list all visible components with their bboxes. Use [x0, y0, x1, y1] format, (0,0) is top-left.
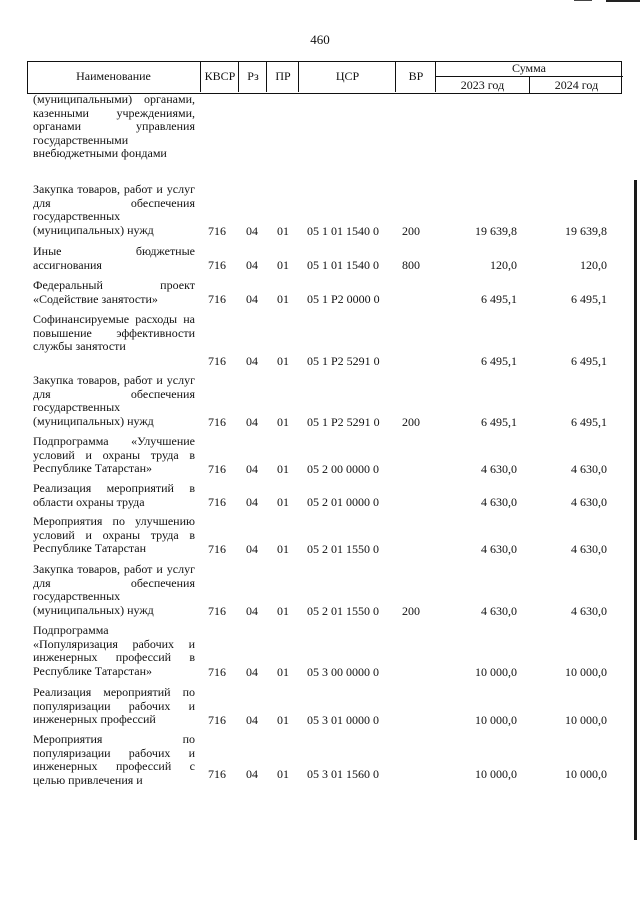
row-rz: 04	[246, 712, 258, 727]
row-pr: 01	[277, 291, 289, 306]
row-kvsr: 716	[208, 664, 226, 679]
row-name: Подпрограмма «Популяризация рабочих и инженерных профессий в Республике Татарстан»	[33, 623, 195, 678]
row-vr: 200	[402, 414, 420, 429]
row-name: Реализация мероприятий в области охраны труда	[33, 481, 195, 509]
row-sum-2024: 19 639,8	[565, 223, 607, 238]
header-2024: 2024 год	[529, 76, 623, 93]
row-rz: 04	[246, 257, 258, 272]
row-rz: 04	[246, 494, 258, 509]
table-row	[0, 245, 640, 272]
row-csr: 05 3 01 1560 0	[307, 766, 379, 781]
row-pr: 01	[277, 766, 289, 781]
table-row	[0, 563, 640, 618]
table-row	[0, 624, 640, 679]
header-2023: 2023 год	[436, 76, 529, 93]
header-csr: ЦСР	[298, 61, 396, 92]
table-row	[0, 515, 640, 556]
scan-edge-mark	[574, 0, 592, 1]
row-sum-2023: 4 630,0	[481, 494, 517, 509]
row-sum-2023: 19 639,8	[475, 223, 517, 238]
row-sum-2024: 4 630,0	[571, 461, 607, 476]
row-vr: 200	[402, 223, 420, 238]
row-sum-2023: 4 630,0	[481, 461, 517, 476]
table-row	[0, 374, 640, 429]
row-pr: 01	[277, 603, 289, 618]
row-csr: 05 2 00 0000 0	[307, 461, 379, 476]
row-pr: 01	[277, 664, 289, 679]
row-csr: 05 1 P2 0000 0	[307, 291, 380, 306]
table-row	[0, 183, 640, 238]
row-rz: 04	[246, 461, 258, 476]
table-row	[0, 686, 640, 727]
row-sum-2024: 120,0	[580, 257, 607, 272]
row-sum-2024: 6 495,1	[571, 414, 607, 429]
row-sum-2024: 4 630,0	[571, 541, 607, 556]
header-name: Наименование	[76, 69, 151, 83]
row-vr: 800	[402, 257, 420, 272]
row-name: Мероприятия по популяризации рабочих и инженерных профессий с целью привлечения и	[33, 732, 195, 787]
row-sum-2023: 4 630,0	[481, 603, 517, 618]
row-kvsr: 716	[208, 291, 226, 306]
row-pr: 01	[277, 461, 289, 476]
row-sum-2024: 10 000,0	[565, 664, 607, 679]
header-pr: ПР	[266, 61, 299, 92]
row-kvsr: 716	[208, 766, 226, 781]
row-sum-2024: 6 495,1	[571, 353, 607, 368]
row-csr: 05 2 01 0000 0	[307, 494, 379, 509]
row-rz: 04	[246, 603, 258, 618]
row-pr: 01	[277, 541, 289, 556]
row-sum-2023: 10 000,0	[475, 712, 517, 727]
row-pr: 01	[277, 223, 289, 238]
header-sum: Сумма	[512, 61, 546, 75]
table-header	[27, 61, 621, 93]
row-vr: 200	[402, 603, 420, 618]
table-row	[0, 482, 640, 509]
row-sum-2023: 4 630,0	[481, 541, 517, 556]
row-kvsr: 716	[208, 541, 226, 556]
row-kvsr: 716	[208, 494, 226, 509]
header-kvsr: КВСР	[200, 61, 239, 92]
row-csr: 05 3 00 0000 0	[307, 664, 379, 679]
row-name: Софинансируемые расходы на повышение эффективности службы занятости	[33, 312, 195, 353]
row-rz: 04	[246, 291, 258, 306]
table-row	[0, 94, 640, 176]
row-pr: 01	[277, 494, 289, 509]
row-sum-2023: 120,0	[490, 257, 517, 272]
row-kvsr: 716	[208, 603, 226, 618]
row-pr: 01	[277, 257, 289, 272]
row-kvsr: 716	[208, 257, 226, 272]
row-name: Федеральный проект «Содействие занятости»	[33, 278, 195, 306]
row-name: Подпрограмма «Улучшение условий и охраны труда в Республике Татарстан»	[33, 434, 195, 475]
header-vr: ВР	[395, 61, 436, 92]
row-rz: 04	[246, 541, 258, 556]
row-csr: 05 1 01 1540 0	[307, 257, 379, 272]
row-name: Реализация мероприятий по популяризации рабочих и инженерных профессий	[33, 685, 195, 726]
row-sum-2024: 10 000,0	[565, 766, 607, 781]
table-row	[0, 313, 640, 368]
row-rz: 04	[246, 766, 258, 781]
row-sum-2024: 4 630,0	[571, 494, 607, 509]
scan-edge-mark	[606, 0, 640, 2]
row-kvsr: 716	[208, 353, 226, 368]
header-sum-group	[435, 61, 622, 92]
row-pr: 01	[277, 353, 289, 368]
row-name: Закупка товаров, работ и услуг для обеспечения государственных (муниципальных) нужд	[33, 562, 195, 617]
row-name: Закупка товаров, работ и услуг для обеспечения государственных (муниципальных) нужд	[33, 182, 195, 237]
row-sum-2023: 6 495,1	[481, 414, 517, 429]
row-name: (муниципальными) органами, казенными учреждениями, органами управления государственными внебюджетными фондами	[33, 92, 195, 160]
table-row	[0, 435, 640, 476]
row-pr: 01	[277, 414, 289, 429]
page-number: 460	[310, 32, 330, 47]
row-rz: 04	[246, 664, 258, 679]
row-kvsr: 716	[208, 712, 226, 727]
row-sum-2024: 10 000,0	[565, 712, 607, 727]
row-rz: 04	[246, 223, 258, 238]
row-sum-2024: 6 495,1	[571, 291, 607, 306]
row-csr: 05 1 P2 5291 0	[307, 353, 380, 368]
row-sum-2023: 10 000,0	[475, 766, 517, 781]
row-csr: 05 1 01 1540 0	[307, 223, 379, 238]
row-csr: 05 2 01 1550 0	[307, 603, 379, 618]
row-name: Иные бюджетные ассигнования	[33, 244, 195, 272]
header-rz: Рз	[238, 61, 267, 92]
row-csr: 05 2 01 1550 0	[307, 541, 379, 556]
table-row	[0, 279, 640, 306]
row-name: Мероприятия по улучшению условий и охраны труда в Республике Татарстан	[33, 514, 195, 555]
row-sum-2023: 6 495,1	[481, 353, 517, 368]
row-csr: 05 1 P2 5291 0	[307, 414, 380, 429]
table-row	[0, 733, 640, 788]
row-sum-2023: 6 495,1	[481, 291, 517, 306]
row-sum-2023: 10 000,0	[475, 664, 517, 679]
row-rz: 04	[246, 414, 258, 429]
row-name: Закупка товаров, работ и услуг для обеспечения государственных (муниципальных) нужд	[33, 373, 195, 428]
row-kvsr: 716	[208, 461, 226, 476]
row-rz: 04	[246, 353, 258, 368]
row-kvsr: 716	[208, 414, 226, 429]
row-csr: 05 3 01 0000 0	[307, 712, 379, 727]
row-pr: 01	[277, 712, 289, 727]
row-sum-2024: 4 630,0	[571, 603, 607, 618]
row-kvsr: 716	[208, 223, 226, 238]
